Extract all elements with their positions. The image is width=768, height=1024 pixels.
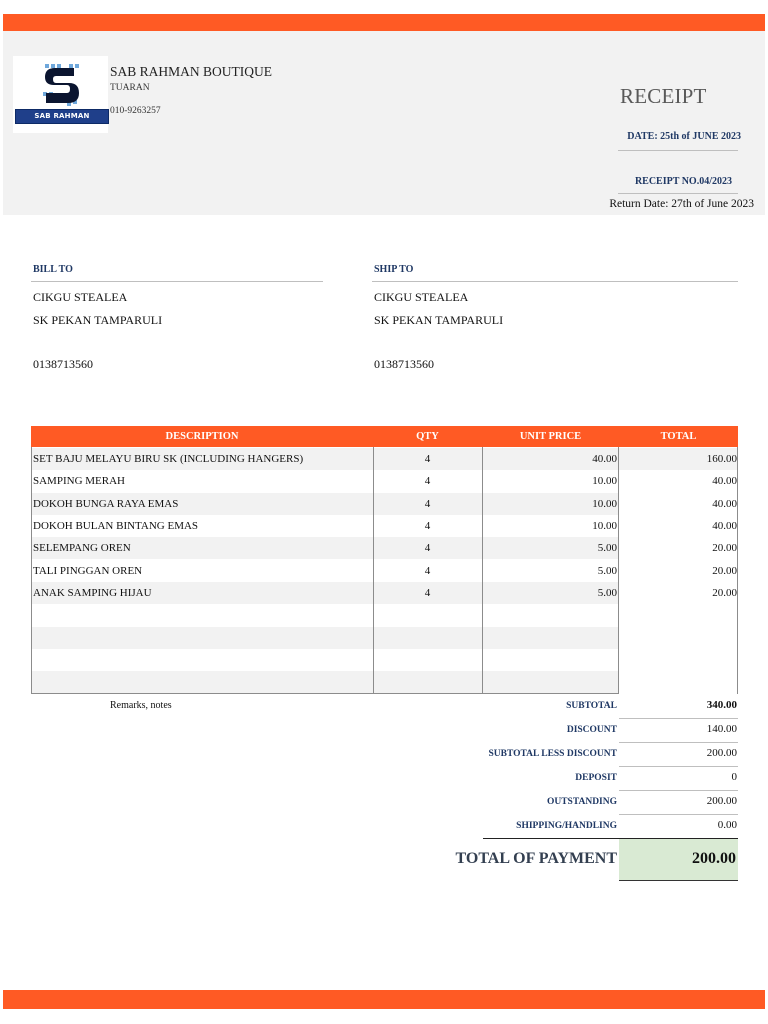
- discount-value: 140.00: [706, 723, 737, 735]
- subtotal-less-discount-label: SUBTOTAL LESS DISCOUNT: [488, 749, 617, 759]
- table-row: [31, 537, 619, 559]
- total-payment-value: 200.00: [692, 850, 736, 867]
- item-unit-price: 5.00: [597, 587, 617, 599]
- deposit-value: 0: [731, 771, 737, 783]
- total-payment-label: TOTAL OF PAYMENT: [455, 850, 617, 867]
- business-phone: 010-9263257: [110, 106, 161, 116]
- document-title: RECEIPT: [620, 84, 707, 108]
- ship-to-phone: 0138713560: [374, 357, 434, 371]
- table-border: [737, 447, 738, 694]
- table-row: [31, 560, 619, 582]
- divider: [31, 281, 323, 282]
- header-total: TOTAL: [660, 431, 697, 442]
- item-total: 20.00: [712, 542, 737, 554]
- header-qty: QTY: [416, 431, 439, 442]
- table-border: [31, 447, 32, 694]
- item-qty: 4: [424, 587, 431, 599]
- outstanding-label: OUTSTANDING: [546, 797, 617, 807]
- table-row-empty: [31, 671, 619, 693]
- item-total: 20.00: [712, 565, 737, 577]
- subtotal-label: SUBTOTAL: [566, 701, 617, 711]
- table-border: [31, 693, 619, 694]
- business-logo: [13, 56, 108, 133]
- bill-to-org: SK PEKAN TAMPARULI: [33, 313, 163, 327]
- table-row: [31, 448, 619, 470]
- shipping-label: SHIPPING/HANDLING: [516, 821, 617, 831]
- item-unit-price: 5.00: [597, 542, 617, 554]
- item-qty: 4: [424, 520, 431, 532]
- divider: [619, 742, 738, 743]
- logo-text: SAB RAHMAN BOUTIQUE: [34, 112, 90, 133]
- divider: [618, 193, 738, 194]
- table-row-empty: [31, 649, 619, 671]
- business-name: SAB RAHMAN BOUTIQUE: [110, 64, 273, 79]
- bill-to-name: CIKGU STEALEA: [33, 290, 128, 304]
- outstanding-value: 200.00: [706, 795, 737, 807]
- item-total: 40.00: [712, 498, 737, 510]
- item-unit-price: 5.00: [597, 565, 617, 577]
- item-total: 40.00: [712, 475, 737, 487]
- table-row-empty: [31, 604, 619, 626]
- item-description: SAMPING MERAH: [33, 475, 125, 487]
- item-qty: 4: [424, 475, 431, 487]
- item-description: SELEMPANG OREN: [33, 542, 131, 554]
- logo-s-icon: [41, 62, 81, 108]
- bill-to-label: BILL TO: [33, 264, 73, 275]
- item-qty: 4: [424, 565, 431, 577]
- receipt-date: DATE: 25th of JUNE 2023: [627, 131, 741, 142]
- items-table-header: [31, 426, 738, 447]
- subtotal-less-discount-value: 200.00: [706, 747, 737, 759]
- divider: [619, 718, 738, 719]
- return-date: Return Date: 27th of June 2023: [609, 198, 754, 210]
- divider: [372, 281, 738, 282]
- divider: [619, 790, 738, 791]
- header-unit-price: UNIT PRICE: [519, 431, 582, 442]
- receipt-number: RECEIPT NO.04/2023: [634, 176, 732, 187]
- item-description: SET BAJU MELAYU BIRU SK (INCLUDING HANGERS): [33, 453, 304, 465]
- item-description: DOKOH BUNGA RAYA EMAS: [33, 498, 179, 510]
- item-description: TALI PINGGAN OREN: [33, 565, 143, 577]
- item-description: DOKOH BULAN BINTANG EMAS: [33, 520, 199, 532]
- divider: [619, 814, 738, 815]
- item-qty: 4: [424, 498, 431, 510]
- table-border: [482, 447, 483, 694]
- divider: [618, 150, 738, 151]
- ship-to-name: CIKGU STEALEA: [374, 290, 469, 304]
- table-row: [31, 582, 619, 604]
- ship-to-label: SHIP TO: [374, 264, 414, 275]
- item-unit-price: 40.00: [592, 453, 617, 465]
- shipping-value: 0.00: [717, 819, 737, 831]
- table-row-empty: [31, 627, 619, 649]
- table-row: [31, 470, 619, 492]
- table-border: [618, 447, 619, 694]
- table-border: [373, 447, 374, 694]
- item-total: 40.00: [712, 520, 737, 532]
- item-description: ANAK SAMPING HIJAU: [33, 587, 152, 599]
- discount-label: DISCOUNT: [566, 725, 617, 735]
- item-unit-price: 10.00: [592, 520, 617, 532]
- bill-to-phone: 0138713560: [33, 357, 93, 371]
- header-band: [3, 31, 765, 215]
- subtotal-value: 340.00: [706, 699, 737, 711]
- item-unit-price: 10.00: [592, 498, 617, 510]
- table-row: [31, 493, 619, 515]
- top-accent-bar: [3, 14, 765, 31]
- ship-to-org: SK PEKAN TAMPARULI: [374, 313, 504, 327]
- item-qty: 4: [424, 453, 431, 465]
- header-description: DESCRIPTION: [165, 431, 239, 442]
- item-total: 20.00: [712, 587, 737, 599]
- item-qty: 4: [424, 542, 431, 554]
- logo-nameplate: [15, 109, 109, 133]
- item-unit-price: 10.00: [592, 475, 617, 487]
- divider: [619, 766, 738, 767]
- table-row: [31, 515, 619, 537]
- bottom-accent-bar: [3, 990, 765, 1009]
- business-city: TUARAN: [110, 83, 150, 93]
- item-total: 160.00: [619, 448, 737, 470]
- remarks-label: Remarks, notes: [110, 700, 172, 711]
- deposit-label: DEPOSIT: [575, 773, 617, 783]
